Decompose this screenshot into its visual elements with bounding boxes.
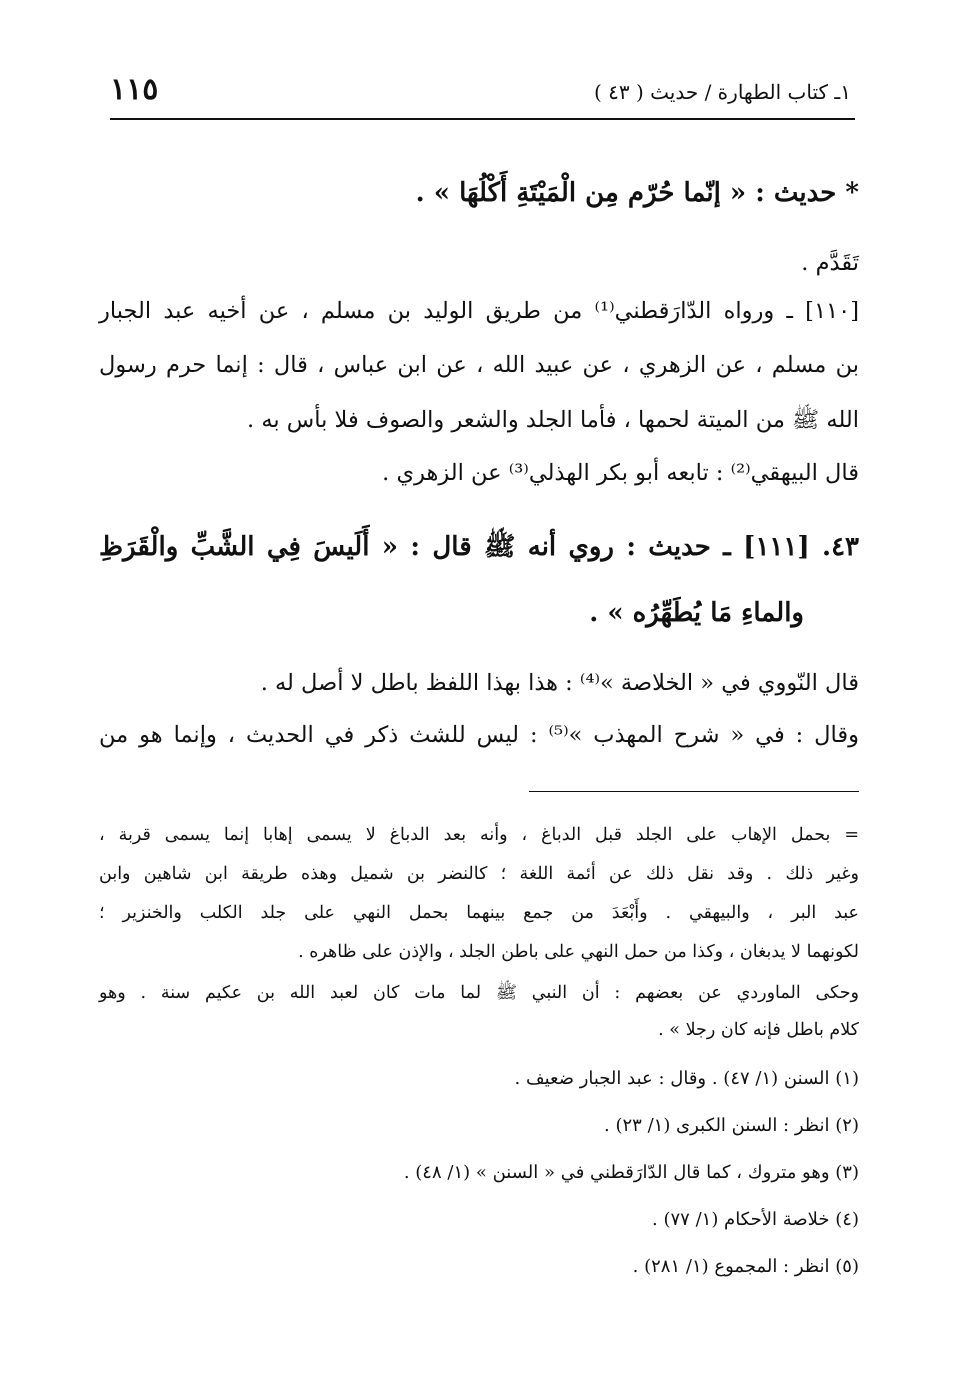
footnote-continued-line-2: وغير ذلك . وقد نقل ذلك عن أئمة اللغة ؛ كالنضر بن شميل وهذه طريقة ابن شاهين وابن [99, 864, 859, 884]
footnote-separator [529, 791, 859, 792]
para-110-line-2: بن مسلم ، عن الزهري ، عن عبيد الله ، عن ابن عباس ، قال : إنما حرم رسول [99, 352, 859, 378]
footnote-3: (٣) وهو متروك ، كما قال الدّارَقطني في « السنن » (١/ ٤٨) . [403, 1162, 859, 1183]
footnote-continued-line-5: وحكى الماوردي عن بعضهم : أن النبي ﷺ لما مات كان لعبد الله بن عكيم سنة . وهو [99, 983, 859, 1003]
taqaddam-line: تَقَدَّم . [801, 250, 859, 276]
para-110-line-3: الله ﷺ من الميتة لحمها ، فأما الجلد والشعر والصوف فلا بأس به . [247, 407, 859, 433]
page-number: ١١٥ [110, 72, 159, 107]
hadith-43-line-1: ٤٣. [١١١] ـ حديث : روي أنه ﷺ قال : « أَلَيسَ فِي الشَّبِّ والْقَرَظِ [99, 532, 859, 562]
nawawi-line-1: قال النّووي في « الخلاصة »⁽⁴⁾ : هذا بهذا اللفظ باطل لا أصل له . [260, 670, 859, 696]
footnote-1: (١) السنن (١/ ٤٧) . وقال : عبد الجبار ضعيف . [514, 1068, 859, 1089]
para-110-line-1: [١١٠] ـ ورواه الدّارَقطني⁽¹⁾ من طريق الوليد بن مسلم ، عن أخيه عبد الجبار [99, 298, 859, 324]
nawawi-line-2: وقال : في « شرح المهذب »⁽⁵⁾ : ليس للشث ذكر في الحديث ، وإنما هو من [99, 722, 859, 748]
footnote-continued-line-1: = بحمل الإهاب على الجلد قبل الدباغ ، وأنه بعد الدباغ لا يسمى إهابا إنما يسمى قربة ، [99, 825, 859, 845]
bayhaqi-line: قال البيهقي⁽²⁾ : تابعه أبو بكر الهذلي⁽³⁾ عن الزهري . [382, 460, 859, 486]
footnote-4: (٤) خلاصة الأحكام (١/ ٧٧) . [652, 1209, 859, 1230]
hadith-43-line-2: والماءِ مَا يُطَهِّرُه » . [589, 598, 804, 628]
page-header [110, 70, 855, 120]
hadith-heading: * حديث : « إنّما حُرّم مِن الْمَيْتَةِ أَكْلُهَا » . [415, 178, 859, 208]
footnote-2: (٢) انظر : السنن الكبرى (١/ ٢٣) . [604, 1115, 859, 1136]
footnote-continued-line-4: لكونهما لا يدبغان ، وكذا من حمل النهي على باطن الجلد ، والإذن على ظاهره . [298, 942, 859, 962]
footnote-continued-line-3: عبد البر ، والبيهقي . وأَبْعَدَ من جمع بينهما بحمل النهي على جلد الكلب والخنزير ؛ [99, 903, 859, 923]
footnote-5: (٥) انظر : المجموع (١/ ٢٨١) . [632, 1256, 859, 1277]
running-head: ١ـ كتاب الطهارة / حديث ( ٤٣ ) [593, 80, 851, 104]
footnote-continued-line-6: كلام باطل فإنه كان رجلا » . [658, 1020, 859, 1040]
